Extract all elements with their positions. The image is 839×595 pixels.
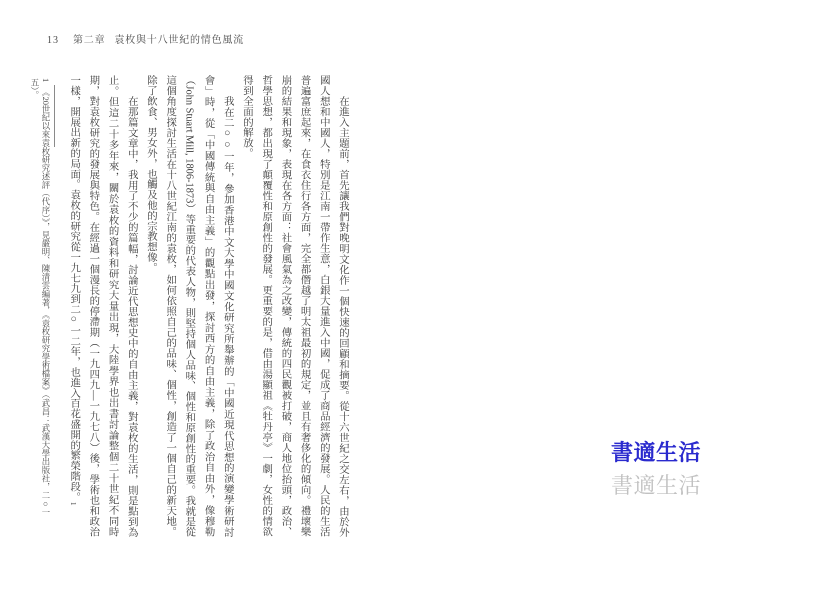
body-text (63, 75, 352, 537)
page-number: 13 (47, 35, 59, 46)
chapter-title: 袁枚與十八世紀的情色風流 (114, 35, 245, 46)
footnote-separator-rule (54, 85, 55, 147)
publisher-mark-gray: 書適生活 (611, 473, 702, 498)
footnote-marker: 1 (41, 78, 50, 83)
paragraph-2: 我在二○○一年，參加香港中文大學中國文化研究所舉辦的「中國近現代思想的演變學術研討會」時，從「中國傳統與自由主義」的觀點出發，探討西方的自由主義，除了政治自由外，像穆勒（John Stuart Mill, 1806-1873）等重要的代表人物，則堅持個人品味、個性和原創性的重要。我就是從這個角度探討生活在十八世紀江南的袁枚，如何依照自己的品味、個性，創造了一個自己的新天地。除了飲食、男女外，也觸及他的宗教想像。 (144, 75, 233, 537)
publisher-mark-blue: 書適生活 (611, 440, 702, 465)
paragraph-3 (63, 75, 141, 537)
running-head (47, 31, 244, 45)
footnote-text: 《20世紀以來袁枚研究述評（代序）》，見嚴明、陳清雲編著，《袁枚研究學術檔案》（武昌：武漢大學出版社，二○一五）。 (30, 78, 50, 517)
chapter-label: 第二章 (73, 35, 106, 46)
footnote (27, 78, 51, 530)
publisher-mark (611, 441, 701, 497)
paragraph-1: 在進入主題前，首先讓我們對晚明文化作一個快速的回顧和摘要。從十六世紀之交左右，由於外國人想和中國人，特別是江南一帶作生意，白銀大量進入中國，促成了商品經濟的發展。人民的生活普遍富庶起來，在食衣住行各方面，完全都僭越了明太祖最初的規定，並且有奢侈化的傾向。禮壞樂崩的結果和現象，表現在各方面：社會風氣為之改變，傳統的四民觀被打破，商人地位抬頭，政治、哲學思想，都出現了顛覆性和原創性的發展。更重要的是，借由湯顯祖《牡丹亭》一劇，女性的情欲得到全面的解放。 (240, 75, 348, 537)
footnote-reference: 1 (69, 502, 78, 506)
paragraph-3-text: 在那篇文章中，我用了不少的篇幅，討論近代思想史中的自由主義，對袁枚的生活，則是點到為止。但這二十多年來，關於袁枚的資料和研究大量出現，大陸學界也出書討論整個二十世紀不同時期，對袁枚研究的發展與特色。在經過一個漫長的停滯期（一九四九—一九七八）後，學術也和政治一樣，開展出新的局面。袁枚的研究從一九七九到二○一二年，也進入百花盛開的繁榮階段。 (68, 75, 137, 537)
